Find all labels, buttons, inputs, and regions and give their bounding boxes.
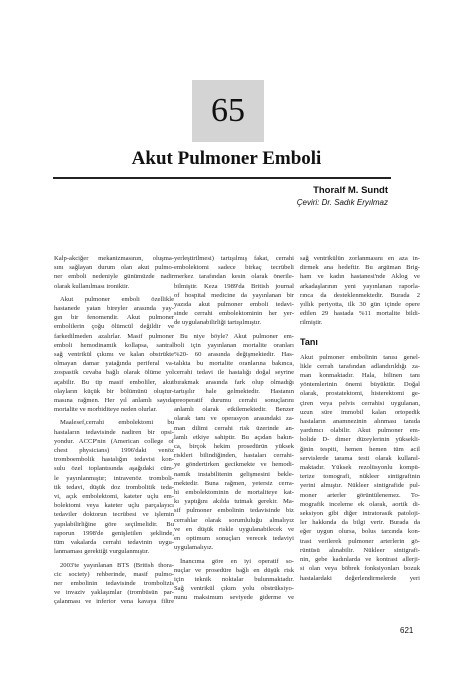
text-line: tüm vakalarda cerrahi tedavinin uygu- <box>54 539 174 547</box>
text-line: mektedir. Buna rağmen, yetersiz cerra- <box>174 479 294 487</box>
text-line: ğinin tespiti, hemen hemen tüm acil <box>300 445 420 453</box>
text-line: bilmiştir. Keza 1989'da British journal <box>174 282 294 290</box>
text-line: yazıda akut pulmoner emboli tedavi- <box>174 301 294 309</box>
text-column-3 <box>300 254 420 583</box>
text-line: mografik inceleme ek olarak, aortik di- <box>300 500 420 508</box>
text-line: Akut pulmoner embolinin tanısı genel- <box>300 353 420 361</box>
text-line: arkadaşlarının yeni yayınlanan raporla- <box>300 282 420 290</box>
text-line: terize tomografi, nükleer sintigrafinin <box>300 473 420 481</box>
text-line: en optimum sonuçları verecek tedaviyi <box>174 535 294 543</box>
text-line: bolide D- dimer düzeylerinin yüksekli- <box>300 436 420 444</box>
text-line: dirmek ana hedeftir. Bu argüman Brig- <box>300 264 420 272</box>
text-line: 2003'te yayınlanan BTS (British thora- <box>60 561 174 569</box>
text-line: le yayınlanmıştır; intravenöz tromboli- <box>54 474 174 482</box>
text-line: preoperatif durumu cerrahi sonuçlarını <box>174 397 294 405</box>
text-line: man dilimi cerrahi risk üzerinde an- <box>174 424 294 432</box>
text-line: vi, açık embolektomi, kateter uçlu em- <box>54 493 174 501</box>
text-line: rilmiştir. <box>300 319 323 327</box>
text-line: riskleri bilindiğinden, hastaları cerrahi- <box>174 452 294 460</box>
text-column-1 <box>54 254 174 607</box>
text-line: Sağ ventrikül çıkım yolu obstrüksiyo- <box>174 585 294 593</box>
text-line: yondur. ACCP'nin (American college of <box>54 437 174 445</box>
text-line: yıllık periyotta, ilk 30 gün içinde opere <box>300 301 420 309</box>
text-line: eğer uygun olursa, bolus tarzında kon- <box>300 528 420 536</box>
text-line: açabilir. Bu tip masif emboliler, akut <box>54 378 174 386</box>
text-line: trast verilerek pulmoner arterlerin gö- <box>300 537 420 545</box>
text-line: yerini almıştır. Nükleer sintigrafide pul- <box>300 482 420 490</box>
text-line: masına rağmen. Her yıl anlamlı sayıda <box>54 397 174 405</box>
text-line: hastanede yatan bireyler arasında yay- <box>54 305 174 313</box>
text-line: cerrahlar olarak sorumluluğu almalıyız <box>174 516 294 524</box>
text-line: sif pulmoner embolinin tedavisinde biz <box>174 507 294 515</box>
text-line: ner embolinin tedavisinde trombolizis <box>54 579 174 587</box>
text-line: maktadır. Yüksek rezolüsyonlu kompü- <box>300 464 420 472</box>
text-line: mortalite ve morbiditeye neden olurlar. <box>54 406 158 414</box>
text-line: olarak kullanılması ironiktir. <box>54 282 130 290</box>
text-line: nuçlar ve prosedüre bağlı en düşük risk <box>174 566 294 574</box>
page-number: 621 <box>400 626 414 635</box>
text-line: Akut pulmoner emboli özellikle <box>60 295 174 303</box>
text-line: embolektomi sadece birkaç tecrübeli <box>174 264 294 272</box>
text-line: ner emboli nedeniyle günümüzde nadir <box>54 273 174 281</box>
text-line: of hospital medicine da yayınlanan bir <box>174 291 294 299</box>
text-line: Maalesef,cerrahi embolektomi bu <box>60 419 174 427</box>
text-line: farkedilmeden azalırlar. Masif pulmoner <box>54 332 174 340</box>
text-line: sağ ventrikülün zorlanmasını en aza in- <box>300 255 420 262</box>
text-line: ve invaziv yaklaşımlar (trombüsün par- <box>54 589 174 597</box>
text-line: ham ve kadın hastanesi'nde Aklog ve <box>300 273 420 281</box>
text-line: sulu özel toplantısında aşağıdaki cüm- <box>54 465 174 473</box>
text-line: edilen 29 hastada %11 mortalite bildi- <box>300 310 420 318</box>
text-line: İnancıma göre en iyi operatif so- <box>180 557 294 565</box>
text-line: namik instabilitenin gelişmesini bekle- <box>174 470 294 478</box>
text-line: nin, gebe kadınlarda ve kontrast allerji- <box>300 556 420 564</box>
text-line: de uygulanabilirliği tartışılmıştır. <box>174 319 261 327</box>
text-line: ca, birçok hekim prosedürün yüksek <box>174 443 294 451</box>
text-line: moner arterler görüntülenemez. To- <box>300 491 420 499</box>
text-line: lanmaması gerektiği vurgulanmıştır. <box>54 548 150 556</box>
text-line: cic society) rehberinde, masif pulmo- <box>54 570 174 578</box>
text-line: kı yaptığını akılda tutmak gerekir. Ma- <box>174 498 294 506</box>
text-line: raporun 1998'de genişletilen şeklinde, <box>54 529 174 537</box>
text-line: tromboembolik hastalığın tedavisi kon- <box>54 456 174 464</box>
text-line: ler hakkında da bilgi verir. Burada da <box>300 519 420 527</box>
text-line: anlamlı olarak etkilemektedir. Benzer <box>174 406 294 414</box>
text-line: hastaların tedavisinde nadiren bir opsi- <box>54 428 174 436</box>
text-line: ve en düşük riskle uygulanabilecek ve <box>174 525 294 533</box>
text-line: çalanması ve inferior vena kavaya filtre <box>54 598 174 606</box>
text-line: lamlı etkiye sahiptir. Bu açıdan bakın- <box>174 433 294 441</box>
text-line: bolektomi veya kateter uçlu parçalayıcı <box>54 502 174 510</box>
text-line: merkez tarafından kesin olarak önerile- <box>174 273 294 281</box>
text-line: likle cerrah tarafından adlandırıldığı za- <box>300 362 420 370</box>
text-line: uzun süre immobil kalan ortopedik <box>300 408 420 416</box>
text-line: olarak, prostatektomi, histerektomi ge- <box>300 390 420 398</box>
text-line: Bu niye böyle? Akut pulmoner em- <box>180 332 294 340</box>
text-line: hi embolektominin de mortaliteye kat- <box>174 489 294 497</box>
text-line: boli için yayınlanan mortalite oranları <box>174 341 294 349</box>
text-line: seksiyon gibi diğer intratorasik patoloji- <box>300 510 420 518</box>
text-line: servislerde tarama testi olarak kullanıl- <box>300 454 420 462</box>
text-line: hastaların anamnezinin alınması tanıda <box>300 418 420 426</box>
text-line: sinde cerrahi embolektominin her yer- <box>174 310 294 318</box>
text-line: için teknik noktalar bulunmaktadır. <box>174 575 294 583</box>
title-rule <box>53 177 391 179</box>
byline <box>297 185 388 208</box>
text-line: hastalardaki değerlendirmelerde yeri <box>300 574 420 582</box>
text-line: sağ ventrikül çıkımı ve kalan obstrükte <box>54 351 174 359</box>
author-name: Thoralf M. Sundt <box>313 185 388 196</box>
text-line: olarak tanı ve operasyon arasındaki za- <box>174 415 294 423</box>
text-line: tartışılır hale gelmektedir. Hastanın <box>174 387 294 395</box>
translator-credit: Çeviri: Dr. Sadık Eryılmaz <box>296 198 388 207</box>
text-line: uygulamalıyız. <box>174 544 214 552</box>
text-line: olmayan damar yatağında periferal va- <box>54 360 174 368</box>
text-line: rınca da desteklenmektedir. Burada 2 <box>300 291 420 299</box>
text-line: yerleştirilmesi) tartışılmış fakat, cerrahi <box>174 255 294 262</box>
text-line: tik tedavi, düşük doz trombolitik teda- <box>54 483 174 491</box>
text-line: yöntemlerinin önemi büyüktür. Doğal <box>300 381 420 389</box>
section-heading-tani: Tanı <box>300 336 318 347</box>
text-line: zospastik cevaba bağlı olarak ölüme yol <box>54 369 174 377</box>
text-line: çiren veya pelvis cerrahisi uygulanan, <box>300 399 420 407</box>
text-column-2 <box>174 254 294 603</box>
text-line: bırakmak arasında fark olup olmadığı <box>174 378 294 386</box>
text-line: embolilerin çoğu ölümcül değildir ve <box>54 323 174 331</box>
chapter-number: 65 <box>211 92 245 129</box>
text-line: Kalp-akciğer mekanizmasının, oluşma- <box>54 255 174 262</box>
chapter-title: Akut Pulmoner Emboli <box>131 148 322 169</box>
text-line: yardımcı olabilir. Akut pulmoner em- <box>300 427 420 435</box>
text-line: sını sağlayan durum olan akut pulmo- <box>54 264 174 272</box>
text-line: ye göndertirken gecikmekte ve hemodi- <box>174 461 294 469</box>
text-line: si olan veya böbrek fonksiyonları bozuk <box>300 565 420 573</box>
text-line: cerrahi tedavi ile hastalığı doğal seyrine <box>174 369 294 377</box>
text-line: tedaviler doktorun tecrübesi ve işlemin <box>54 511 174 519</box>
text-line: emboli hemodinamik kollapsa, santral <box>54 341 174 349</box>
text-line: olayların küçük bir bölümünü oluştur- <box>54 387 174 395</box>
text-line: gın bir fenomendir. Akut pulmoner <box>54 314 174 322</box>
text-line: rüntüsü alınabilir. Nükleer sintigrafi- <box>300 546 420 554</box>
text-line: nunu maksimum seviyede giderme ve <box>174 594 294 602</box>
text-line: %20- 60 arasında değişmektedir. Has- <box>174 351 294 359</box>
text-line: man konmaktadır. Hala, bilinen tanı <box>300 372 420 380</box>
text-line: talıkta bu mortalite oranlarına bakınca, <box>174 360 294 368</box>
text-line: yapılabilirliğine göre seçilmelidir. Bu <box>54 520 174 528</box>
text-line: chest physicians) 1996'daki venöz <box>54 447 174 455</box>
chapter-number-box <box>192 80 264 142</box>
